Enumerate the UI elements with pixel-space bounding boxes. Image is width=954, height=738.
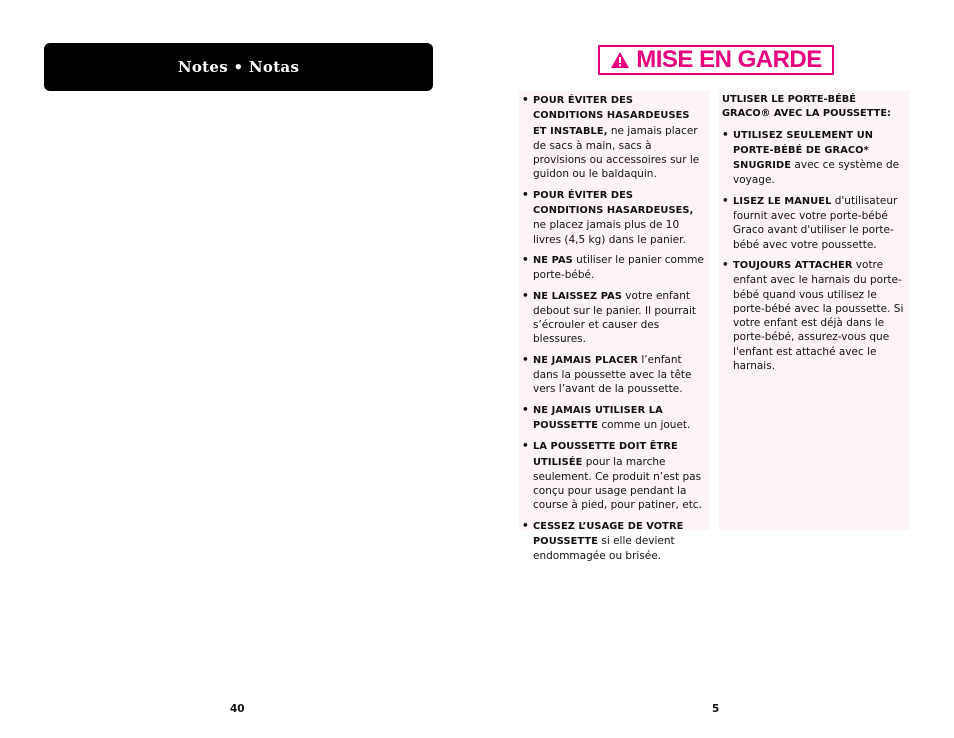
notes-banner [44,43,433,91]
warning-item: • NE PAS utiliser le panier comme porte-bébé. [522,253,704,282]
warning-item-text: d'utilisateur fournit avec votre porte-bébé Graco avant d'utiliser le porte-bébé avec votre poussette. [733,194,898,251]
warning-item: • CESSEZ L’USAGE DE VOTRE POUSSETTE si elle devient endommagée ou brisée. [522,519,684,563]
warning-item-text: ne jamais placer de sacs à main, sacs à provisions ou accessoires sur le guidon ou le baldaquin. [533,124,700,181]
warnings-column-right [719,90,910,530]
warning-item-bold: POUR ÉVITER DES CONDITIONS HASARDEUSES ET INSTABLE, [533,95,690,137]
warning-item-text: ne placez jamais plus de 10 livres (4,5 kg) dans le panier. [533,219,686,246]
warning-item: • NE LAISSEZ PAS votre enfant debout sur le panier. Il pourrait s’écrouler et causer des blessures. [522,289,696,346]
warning-item-text: comme un jouet. [598,418,691,431]
page-number-left: 40 [230,703,245,715]
warning-item: • TOUJOURS ATTACHER votre enfant avec le harnais du porte-bébé quand vous utilisez le porte-bébé avec la poussette. Si votre enfant est déjà dans le porte-bébé, assurez-vous que l'enfant est attaché avec le harnais. [722,258,904,373]
warning-title: MISE EN GARDE [636,46,822,73]
warning-banner [598,45,834,75]
warning-item-bold: NE JAMAIS UTILISER LA POUSSETTE [533,404,663,431]
warning-item-bold: UTILISEZ SEULEMENT UN PORTE-BÉBÉ DE GRACO* SNUGRIDE [733,129,874,172]
warning-item: • NE JAMAIS PLACER l’enfant dans la poussette avec la tête vers l’avant de la poussette. [522,353,692,396]
warnings-column-left [519,90,710,563]
warning-item-bold: NE LAISSEZ PAS [533,290,622,302]
warning-item-bold: NE JAMAIS PLACER [533,354,639,366]
warning-item: • NE JAMAIS UTILISER LA POUSSETTE comme un jouet. [522,403,691,431]
warning-item-bold: LISEZ LE MANUEL [733,195,832,207]
warning-item-bold: NE PAS [533,254,573,266]
page-number-right: 5 [712,703,720,715]
warning-item: • LA POUSSETTE DOIT ÊTRE UTILISÉE pour la marche seulement. Ce produit n’est pas conçu pour usage pendant la course à pied, pour patiner, etc. [522,440,702,512]
notes-banner-title: Notes • Notas [177,58,300,76]
section-heading: UTLISER LE PORTE-BÉBÉ GRACO® AVEC LA POUSSETTE: [722,94,891,120]
warning-item: • POUR ÉVITER DES CONDITIONS HASARDEUSES, ne placez jamais plus de 10 livres (4,5 kg) dans le panier. [522,188,694,246]
warning-item-bold: POUR ÉVITER DES CONDITIONS HASARDEUSES, [533,189,694,217]
warning-item-text: votre enfant debout sur le panier. Il pourrait s’écrouler et causer des blessures. [533,289,696,346]
warning-item-text: utiliser le panier comme porte-bébé. [533,253,704,282]
warning-item-text: si elle devient endommagée ou brisée. [533,535,675,563]
warning-item-bold: TOUJOURS ATTACHER [733,259,853,271]
warning-item: • LISEZ LE MANUEL d'utilisateur fournit avec votre porte-bébé Graco avant d'utiliser le porte-bébé avec votre poussette. [722,194,898,251]
warning-item: • UTILISEZ SEULEMENT UN PORTE-BÉBÉ DE GRACO* SNUGRIDE avec ce système de voyage. [722,128,900,187]
warning-triangle-icon [610,51,630,69]
warning-item-text: pour la marche seulement. Ce produit n’est pas conçu pour usage pendant la course à pied, pour patiner, etc. [533,455,702,512]
warning-item-text: avec ce système de voyage. [733,159,900,187]
warning-item-bold: LA POUSSETTE DOIT ÊTRE UTILISÉE [533,441,678,468]
warning-item: • POUR ÉVITER DES CONDITIONS HASARDEUSES ET INSTABLE, ne jamais placer de sacs à main, sacs à provisions ou accessoires sur le guidon ou le baldaquin. [522,94,700,181]
warning-item-text: l’enfant dans la poussette avec la tête vers l’avant de la poussette. [533,353,692,396]
warning-item-bold: CESSEZ L’USAGE DE VOTRE POUSSETTE [533,520,684,548]
warning-item-text: votre enfant avec le harnais du porte-bébé quand vous utilisez le porte-bébé avec la poussette. Si votre enfant est déjà dans le porte-bébé, assurez-vous que l'enfant est attaché avec le harnais. [733,258,904,373]
